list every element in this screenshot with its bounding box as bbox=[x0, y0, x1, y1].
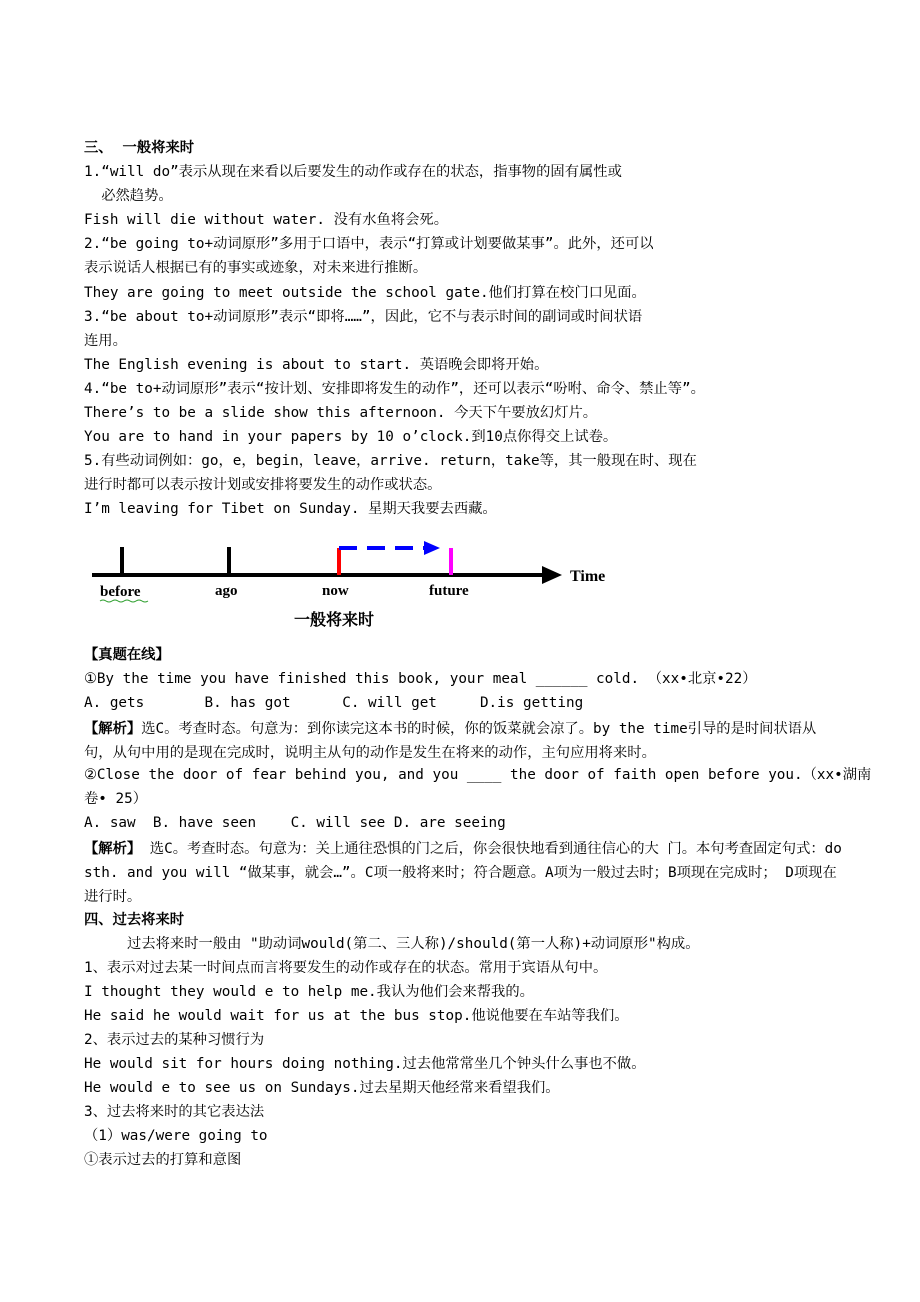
label-before: before bbox=[100, 584, 141, 600]
timeline-diagram bbox=[84, 533, 644, 633]
rule-1-cont: 必然趋势。 bbox=[84, 188, 173, 204]
question-1: ①By the time you have finished this book, your meal ______ cold. （xx•北京•22） bbox=[84, 671, 757, 687]
section-heading: 三、 一般将来时 bbox=[84, 140, 195, 156]
section-4-example-2b: He would e to see us on Sundays.过去星期天他经常来看望我们。 bbox=[84, 1080, 560, 1096]
example-5: I’m leaving for Tibet on Sunday. 星期天我要去西藏。 bbox=[84, 501, 497, 517]
dash-arrowhead bbox=[424, 541, 440, 555]
section-4-example-2a: He would sit for hours doing nothing.过去他常常坐几个钟头什么事也不做。 bbox=[84, 1056, 646, 1072]
answer-1-label: 【解析】 bbox=[84, 721, 142, 737]
answer-2 bbox=[84, 837, 844, 909]
rule-2: 2.“be going to+动词原形”多用于口语中，表示“打算或计划要做某事”。此外，还可以 bbox=[84, 236, 654, 252]
section-4-point-1: 1、表示对过去某一时间点而言将要发生的动作或存在的状态。常用于宾语从句中。 bbox=[84, 960, 608, 976]
example-4a: There’s to be a slide show this afternoon. 今天下午要放幻灯片。 bbox=[84, 405, 598, 421]
rule-5-cont: 进行时都可以表示按计划或安排将要发生的动作或状态。 bbox=[84, 477, 442, 493]
rule-3: 3.“be about to+动词原形”表示“即将……”，因此，它不与表示时间的副词或时间状语 bbox=[84, 309, 643, 325]
timeline-caption: 一般将来时 bbox=[294, 610, 375, 629]
label-time: Time bbox=[570, 568, 606, 585]
question-2-options: A. saw B. have seen C. will see D. are seeing bbox=[84, 815, 506, 831]
question-2-cont: 卷• 25） bbox=[84, 791, 148, 807]
spellcheck-underline bbox=[100, 600, 148, 602]
section-4-example-1a: I thought they would e to help me.我认为他们会来帮我的。 bbox=[84, 984, 534, 1000]
answer-1 bbox=[84, 717, 844, 765]
question-2: ②Close the door of fear behind you, and you ____ the door of faith open before you.（xx•湖南 bbox=[84, 767, 872, 783]
section-4-heading: 四、过去将来时 bbox=[84, 912, 185, 928]
section-4-subpoint-1: （1）was/were going to bbox=[84, 1128, 268, 1144]
question-1-options: A. gets B. has got C. will get D.is getting bbox=[84, 695, 584, 711]
section-4-subpoint-1a: ①表示过去的打算和意图 bbox=[84, 1152, 242, 1168]
example-4b: You are to hand in your papers by 10 o’clock.到10点你得交上试卷。 bbox=[84, 429, 618, 445]
exam-heading: 【真题在线】 bbox=[84, 647, 170, 663]
section-4-intro: 过去将来时一般由 "助动词would(第二、三人称)/should(第一人称)+动词原形"构成。 bbox=[84, 936, 700, 952]
rule-2-cont: 表示说话人根据已有的事实或迹象，对未来进行推断。 bbox=[84, 260, 428, 276]
answer-1-text: 选C。考查时态。句意为：到你读完这本书的时候，你的饭菜就会凉了。by the time引导的是时间状语从句，从句中用的是现在完成时，说明主从句的动作是发生在将来的动作，主句应用将来时。 bbox=[84, 721, 817, 761]
example-2: They are going to meet outside the school gate.他们打算在校门口见面。 bbox=[84, 285, 646, 301]
section-4-point-3: 3、过去将来时的其它表达法 bbox=[84, 1104, 265, 1120]
example-1: Fish will die without water. 没有水鱼将会死。 bbox=[84, 212, 448, 228]
answer-2-label: 【解析】 bbox=[84, 841, 142, 857]
label-now: now bbox=[322, 583, 349, 599]
rule-4: 4.“be to+动词原形”表示“按计划、安排即将发生的动作”，还可以表示“吩咐、命令、禁止等”。 bbox=[84, 381, 705, 397]
rule-1: 1.“will do”表示从现在来看以后要发生的动作或存在的状态，指事物的固有属性或 bbox=[84, 164, 622, 180]
rule-3-cont: 连用。 bbox=[84, 333, 127, 349]
example-3: The English evening is about to start. 英语晚会即将开始。 bbox=[84, 357, 549, 373]
label-ago: ago bbox=[215, 583, 238, 599]
label-future: future bbox=[429, 583, 469, 599]
axis-arrowhead bbox=[542, 566, 562, 584]
rule-5: 5.有些动词例如：go，e，begin，leave，arrive. return，take等，其一般现在时、现在 bbox=[84, 453, 697, 469]
section-4-point-2: 2、表示过去的某种习惯行为 bbox=[84, 1032, 265, 1048]
answer-2-text: 选C。考查时态。句意为：关上通往恐惧的门之后，你会很快地看到通往信心的大 门。本句考查固定句式：do sth. and you will “做某事，就会…”。C项一般将来时；符合题意。A项为一般过去时；B项现在完成时； D项现在进行时。 bbox=[84, 841, 842, 905]
section-4-example-1b: He said he would wait for us at the bus stop.他说他要在车站等我们。 bbox=[84, 1008, 629, 1024]
